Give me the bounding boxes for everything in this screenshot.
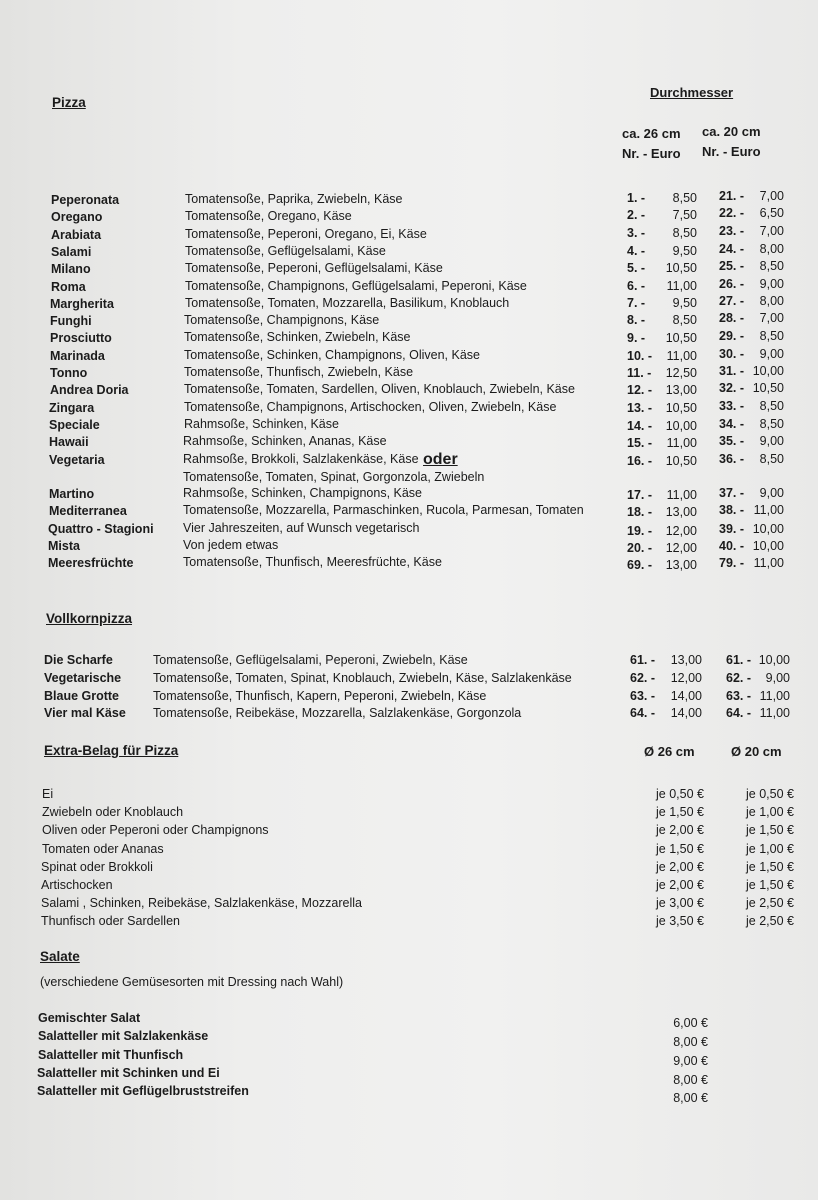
extra-topping-name: Salami , Schinken, Reibekäse, Salzlakenkäse, Mozzarella	[41, 896, 362, 911]
pizza-price-26: 10,50	[665, 453, 697, 468]
vollkorn-description: Tomatensoße, Thunfisch, Kapern, Peperoni, Zwiebeln, Käse	[153, 688, 487, 703]
pizza-price-20: 8,00	[759, 293, 784, 308]
vollkorn-price-20: 11,00	[759, 688, 790, 703]
pizza-description: Tomatensoße, Champignons, Käse	[184, 313, 380, 328]
pizza-nr-26: 11. -	[627, 366, 652, 380]
pizza-nr-26: 8. -	[627, 313, 646, 328]
pizza-price-26: 11,00	[666, 436, 697, 451]
vollkorn-name: Blaue Grotte	[44, 688, 120, 703]
pizza-nr-26: 4. -	[627, 243, 646, 258]
pizza-price-20: 9,00	[759, 434, 784, 449]
pizza-price-20: 8,50	[759, 329, 784, 344]
pizza-nr-26: 16. -	[627, 453, 653, 468]
extra-price-20: je 1,50 €	[746, 859, 794, 874]
pizza-nr-26: 10. -	[627, 348, 653, 363]
extra-row	[0, 841, 818, 858]
pizza-description: Von jedem etwas	[183, 538, 279, 552]
salat-row	[0, 1010, 818, 1030]
pizza-description: Rahmsoße, Schinken, Champignons, Käse	[183, 486, 423, 501]
pizza-row	[0, 555, 818, 572]
pizza-price-26: 12,00	[665, 523, 697, 538]
pizza-row	[0, 486, 818, 503]
salat-price: 8,00 €	[673, 1091, 708, 1106]
pizza-nr-26: 15. -	[627, 436, 653, 451]
pizza-name: Speciale	[49, 417, 100, 432]
vollkorn-nr-20: 64. -	[726, 706, 752, 721]
salat-name: Salatteller mit Geflügelbruststreifen	[37, 1084, 249, 1099]
pizza-nr-20: 23. -	[719, 223, 745, 238]
pizza-price-26: 8,50	[672, 225, 697, 240]
pizza-nr-26: 5. -	[627, 261, 646, 276]
pizza-nr-20: 28. -	[719, 311, 745, 326]
vollkorn-row	[0, 670, 818, 687]
vollkorn-row	[0, 652, 818, 669]
salat-name: Salatteller mit Thunfisch	[38, 1047, 184, 1062]
pizza-nr-26: 18. -	[627, 505, 653, 520]
pizza-description: Tomatensoße, Geflügelsalami, Käse	[185, 243, 386, 258]
extra-row	[0, 913, 818, 930]
pizza-description: Rahmsoße, Brokkoli, Salzlakenkäse, Käse	[183, 451, 419, 466]
pizza-row	[0, 452, 818, 469]
extra-topping-name: Ei	[42, 787, 54, 801]
pizza-row	[0, 293, 818, 313]
pizza-price-26: 10,50	[665, 331, 697, 346]
extra-price-26: je 3,50 €	[656, 914, 704, 929]
pizza-description: Tomatensoße, Champignons, Artischocken, Oliven, Zwiebeln, Käse	[184, 399, 557, 414]
pizza-price-20: 8,50	[759, 451, 784, 466]
pizza-description-line2: Tomatensoße, Tomaten, Spinat, Gorgonzola, Zwiebeln	[183, 469, 485, 484]
extra-price-20: je 2,50 €	[746, 914, 794, 929]
vollkorn-description: Tomatensoße, Tomaten, Spinat, Knoblauch, Zwiebeln, Käse, Salzlakenkäse	[153, 670, 572, 685]
pizza-row	[0, 400, 818, 417]
pizza-price-20: 9,00	[759, 346, 784, 361]
pizza-name: Margherita	[50, 296, 114, 311]
pizza-price-26: 10,00	[665, 418, 697, 433]
pizza-description: Tomatensoße, Mozzarella, Parmaschinken, Rucola, Parmesan, Tomaten	[183, 503, 584, 518]
pizza-nr-20: 24. -	[719, 241, 745, 256]
pizza-row	[0, 276, 818, 296]
extra-section-title: Extra-Belag für Pizza	[44, 743, 179, 758]
pizza-name: Martino	[49, 487, 95, 502]
pizza-row	[0, 382, 818, 399]
pizza-price-26: 10,50	[665, 261, 697, 276]
pizza-row	[0, 521, 818, 538]
vollkorn-nr-20: 63. -	[726, 688, 752, 703]
extra-row	[0, 895, 818, 912]
extra-price-26: je 1,50 €	[656, 805, 704, 820]
salat-row	[0, 1065, 818, 1087]
salate-section-title: Salate	[40, 949, 80, 964]
pizza-price-20: 7,00	[759, 223, 784, 238]
vollkorn-price-20: 9,00	[765, 670, 790, 685]
pizza-price-20: 9,00	[759, 276, 784, 291]
pizza-nr-26: 13. -	[627, 400, 653, 415]
extra-topping-name: Thunfisch oder Sardellen	[41, 914, 180, 929]
pizza-nr-20: 27. -	[719, 293, 745, 308]
pizza-price-20: 8,00	[759, 241, 784, 256]
salat-row	[0, 1083, 818, 1106]
size-20-header: ca. 20 cm	[702, 124, 761, 139]
vollkorn-description: Tomatensoße, Reibekäse, Mozzarella, Salzlakenkäse, Gorgonzola	[153, 706, 522, 721]
salat-name: Gemischter Salat	[38, 1011, 141, 1025]
pizza-nr-26: 14. -	[627, 418, 653, 433]
pizza-description: Tomatensoße, Thunfisch, Zwiebeln, Käse	[184, 365, 414, 379]
pizza-name: Roma	[51, 279, 86, 294]
pizza-price-20: 10,00	[752, 364, 784, 378]
extra-price-26: je 2,00 €	[656, 859, 704, 874]
vollkorn-nr-26: 61. -	[630, 653, 656, 667]
pizza-name: Andrea Doria	[50, 383, 129, 398]
pizza-price-26: 12,50	[665, 366, 697, 380]
pizza-nr-26: 6. -	[627, 278, 646, 293]
pizza-nr-26: 1. -	[627, 191, 646, 205]
salat-price: 6,00 €	[673, 1016, 708, 1030]
pizza-nr-20: 25. -	[719, 259, 745, 274]
pizza-section-title: Pizza	[52, 95, 86, 110]
vollkorn-nr-20: 62. -	[726, 670, 752, 685]
pizza-row	[0, 348, 818, 365]
pizza-price-20: 7,00	[759, 311, 784, 326]
salat-name: Salatteller mit Salzlakenkäse	[38, 1029, 209, 1044]
pizza-description: Rahmsoße, Schinken, Ananas, Käse	[183, 434, 387, 449]
extra-topping-name: Artischocken	[41, 878, 113, 892]
extra-row	[0, 786, 818, 803]
vollkorn-description: Tomatensoße, Geflügelsalami, Peperoni, Zwiebeln, Käse	[153, 653, 468, 667]
salat-name: Salatteller mit Schinken und Ei	[37, 1065, 220, 1080]
pizza-nr-20: 34. -	[719, 416, 745, 431]
pizza-row	[0, 365, 818, 382]
pizza-name: Marinada	[50, 348, 105, 363]
pizza-nr-20: 37. -	[719, 486, 745, 501]
extra-row	[0, 859, 818, 876]
nr-euro-header-2: Nr. - Euro	[702, 144, 761, 159]
pizza-row	[0, 434, 818, 451]
extra-price-26: je 2,00 €	[656, 823, 704, 838]
pizza-price-26: 7,50	[672, 208, 697, 223]
vollkorn-price-20: 10,00	[758, 653, 790, 667]
salat-price: 8,00 €	[673, 1072, 708, 1087]
pizza-nr-20: 36. -	[719, 451, 745, 466]
pizza-row	[0, 223, 818, 244]
extra-price-26: je 0,50 €	[656, 787, 704, 801]
extra-price-20: je 1,00 €	[746, 841, 794, 856]
pizza-name: Prosciutto	[50, 331, 112, 346]
pizza-price-20: 10,00	[752, 539, 784, 553]
pizza-nr-20: 22. -	[719, 206, 745, 221]
pizza-description: Tomatensoße, Peperoni, Geflügelsalami, Käse	[185, 261, 443, 276]
pizza-price-20: 11,00	[753, 556, 784, 571]
extra-topping-name: Tomaten oder Ananas	[42, 841, 164, 856]
extra-topping-name: Spinat oder Brokkoli	[41, 859, 153, 874]
vollkorn-nr-26: 62. -	[630, 670, 656, 685]
pizza-price-26: 11,00	[666, 488, 697, 503]
pizza-price-26: 8,50	[672, 191, 697, 205]
extra-price-26: je 3,00 €	[656, 896, 704, 911]
extra-price-26: je 1,50 €	[656, 841, 704, 856]
vollkorn-price-26: 12,00	[670, 670, 702, 685]
pizza-price-20: 9,00	[759, 486, 784, 501]
extra-price-20: je 2,50 €	[746, 896, 794, 911]
pizza-price-20: 6,50	[759, 206, 784, 221]
pizza-nr-20: 30. -	[719, 346, 745, 361]
pizza-price-26: 8,50	[672, 313, 697, 328]
size-26-header: ca. 26 cm	[622, 126, 681, 141]
pizza-price-20: 10,00	[752, 521, 784, 536]
pizza-name: Funghi	[50, 314, 92, 329]
pizza-name: Hawaii	[49, 435, 89, 450]
pizza-name: Oregano	[51, 210, 103, 225]
pizza-nr-20: 33. -	[719, 398, 745, 413]
pizza-name: Zingara	[49, 400, 95, 415]
pizza-description-oder: oder	[423, 450, 458, 468]
salate-subtitle: (verschiedene Gemüsesorten mit Dressing nach Wahl)	[40, 975, 344, 989]
pizza-description: Tomatensoße, Schinken, Zwiebeln, Käse	[184, 330, 411, 345]
pizza-name: Quattro - Stagioni	[48, 521, 154, 536]
vollkorn-nr-26: 63. -	[630, 688, 656, 703]
pizza-nr-26: 2. -	[627, 208, 646, 223]
pizza-nr-20: 29. -	[719, 329, 745, 344]
pizza-nr-26: 19. -	[627, 523, 653, 538]
vollkorn-nr-26: 64. -	[630, 706, 656, 721]
salat-price: 9,00 €	[673, 1053, 708, 1068]
pizza-price-26: 9,50	[672, 243, 697, 258]
pizza-name: Vegetaria	[49, 452, 105, 467]
vollkorn-row	[0, 688, 818, 705]
salat-price: 8,00 €	[673, 1035, 708, 1050]
extra-row	[0, 804, 818, 821]
extra-price-26: je 2,00 €	[656, 878, 704, 892]
pizza-nr-20: 39. -	[719, 521, 745, 536]
pizza-description: Tomatensoße, Oregano, Käse	[185, 209, 352, 224]
pizza-name: Mediterranea	[49, 504, 127, 519]
vollkorn-price-26: 13,00	[670, 653, 702, 667]
pizza-description: Tomatensoße, Paprika, Zwiebeln, Käse	[185, 192, 403, 206]
pizza-nr-20: 21. -	[719, 189, 745, 203]
pizza-nr-26: 69. -	[627, 558, 653, 573]
pizza-name: Mista	[48, 539, 80, 553]
pizza-description: Rahmsoße, Schinken, Käse	[184, 416, 339, 431]
pizza-nr-20: 31. -	[719, 364, 745, 378]
pizza-nr-20: 79. -	[719, 556, 745, 571]
pizza-price-20: 8,50	[759, 398, 784, 413]
durchmesser-header: Durchmesser	[650, 85, 734, 100]
pizza-price-26: 12,00	[665, 541, 697, 555]
pizza-row	[0, 538, 818, 555]
pizza-row	[0, 417, 818, 434]
pizza-nr-20: 40. -	[719, 539, 745, 553]
pizza-nr-26: 12. -	[627, 383, 653, 398]
nr-euro-header-1: Nr. - Euro	[622, 146, 681, 161]
extra-col-20-header: Ø 20 cm	[731, 744, 782, 759]
pizza-nr-20: 32. -	[719, 381, 745, 396]
pizza-row	[0, 330, 818, 347]
pizza-nr-26: 3. -	[627, 225, 646, 240]
pizza-name: Milano	[51, 262, 91, 277]
pizza-description: Tomatensoße, Tomaten, Mozzarella, Basilikum, Knoblauch	[185, 295, 510, 310]
pizza-price-20: 8,50	[759, 259, 784, 274]
pizza-nr-20: 38. -	[719, 503, 745, 518]
extra-price-20: je 1,50 €	[746, 823, 794, 838]
pizza-nr-26: 7. -	[627, 295, 646, 310]
vollkorn-price-20: 11,00	[759, 706, 790, 721]
pizza-name: Arabiata	[51, 227, 102, 242]
salat-row	[0, 1047, 818, 1068]
pizza-price-26: 10,50	[665, 400, 697, 415]
pizza-price-20: 7,00	[759, 189, 784, 203]
vollkorn-price-26: 14,00	[670, 688, 702, 703]
extra-topping-name: Oliven oder Peperoni oder Champignons	[42, 823, 269, 838]
pizza-description: Tomatensoße, Thunfisch, Meeresfrüchte, Käse	[183, 555, 442, 570]
pizza-price-26: 11,00	[666, 278, 697, 293]
extra-price-20: je 1,50 €	[746, 878, 794, 892]
pizza-description: Tomatensoße, Schinken, Champignons, Oliven, Käse	[184, 347, 480, 362]
extra-col-26-header: Ø 26 cm	[644, 744, 695, 759]
vollkorn-price-26: 14,00	[670, 706, 702, 721]
pizza-price-26: 13,00	[665, 505, 697, 520]
pizza-name: Salami	[51, 244, 92, 259]
pizza-nr-20: 26. -	[719, 276, 745, 291]
extra-price-20: je 1,00 €	[746, 805, 794, 820]
pizza-price-20: 11,00	[753, 503, 784, 518]
pizza-name: Peperonata	[51, 193, 120, 207]
pizza-price-20: 8,50	[759, 416, 784, 431]
vollkorn-name: Vier mal Käse	[44, 706, 126, 721]
pizza-description: Tomatensoße, Tomaten, Sardellen, Oliven, Knoblauch, Zwiebeln, Käse	[184, 382, 575, 397]
pizza-price-26: 9,50	[672, 295, 697, 310]
vollkorn-name: Vegetarische	[44, 670, 122, 685]
pizza-price-26: 13,00	[665, 558, 697, 573]
pizza-row	[0, 261, 818, 278]
pizza-description: Vier Jahreszeiten, auf Wunsch vegetarisch	[183, 520, 420, 535]
pizza-row	[0, 503, 818, 520]
pizza-nr-26: 20. -	[627, 541, 653, 555]
pizza-nr-20: 35. -	[719, 434, 745, 449]
pizza-price-26: 13,00	[665, 383, 697, 398]
pizza-name: Tonno	[50, 366, 88, 380]
pizza-name: Meeresfrüchte	[48, 556, 134, 571]
pizza-price-20: 10,50	[752, 381, 784, 396]
vollkorn-section-title: Vollkornpizza	[46, 611, 133, 626]
pizza-nr-26: 17. -	[627, 488, 653, 503]
vollkorn-name: Die Scharfe	[44, 653, 113, 667]
vollkorn-nr-20: 61. -	[726, 653, 752, 667]
pizza-price-26: 11,00	[666, 348, 697, 363]
extra-row	[0, 822, 818, 839]
vollkorn-row	[0, 705, 818, 722]
extra-row	[0, 877, 818, 894]
extra-price-20: je 0,50 €	[746, 787, 794, 801]
extra-topping-name: Zwiebeln oder Knoblauch	[42, 805, 184, 820]
pizza-row	[0, 241, 818, 261]
pizza-description: Tomatensoße, Champignons, Geflügelsalami, Peperoni, Käse	[185, 278, 527, 293]
pizza-row	[0, 313, 818, 330]
pizza-description: Tomatensoße, Peperoni, Oregano, Ei, Käse	[185, 226, 427, 241]
pizza-row-continuation	[0, 469, 818, 486]
pizza-nr-26: 9. -	[627, 331, 646, 346]
salat-row	[0, 1028, 818, 1050]
